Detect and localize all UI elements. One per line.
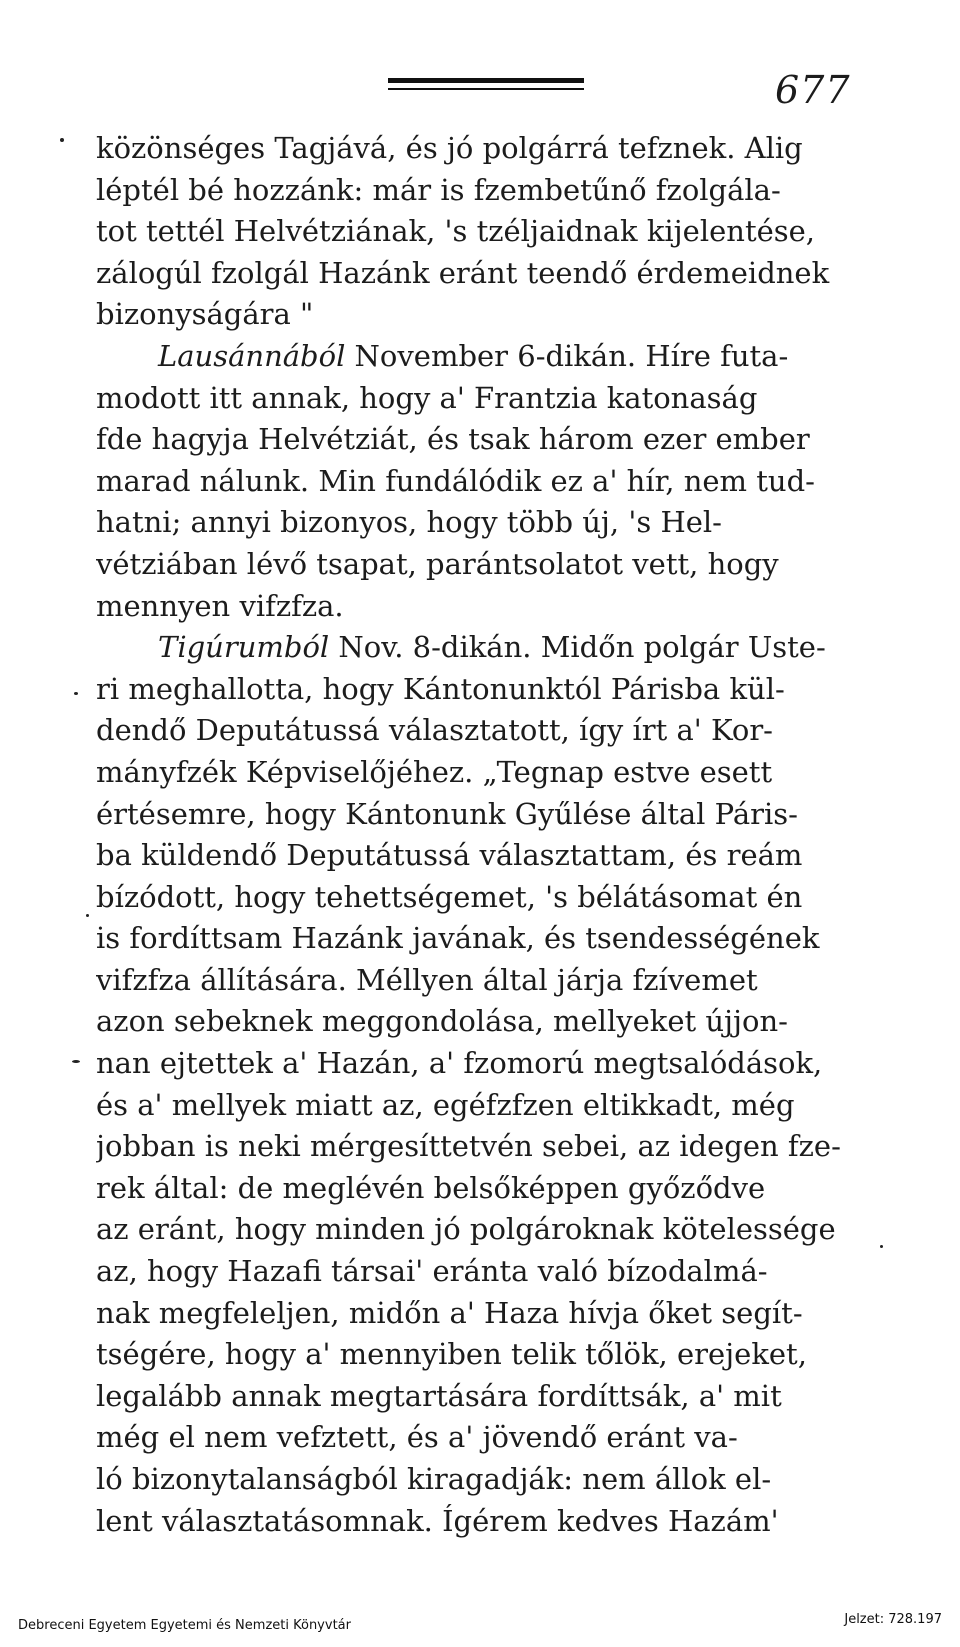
text-line [96, 1168, 866, 1210]
line-text: mennyen vifzfza. [96, 588, 344, 623]
line-text: értésemre, hogy Kántonunk Gyűlése által Páris- [96, 796, 798, 831]
text-line [96, 794, 866, 836]
text-line [96, 544, 866, 586]
library-name: Debreceni Egyetem Egyetemi és Nemzeti Könyvtár [18, 1618, 351, 1633]
text-line [96, 710, 866, 752]
text-line [96, 253, 866, 295]
line-text: legalább annak megtartására fordíttsák, a' mit [96, 1378, 782, 1413]
body-text [96, 128, 866, 1542]
line-text: fde hagyja Helvétziát, és tsak három ezer ember [96, 422, 810, 457]
line-text: bízódott, hogy tehettségemet, 's bélátásomat én [96, 879, 803, 914]
dateline-place: Lausánnából [158, 338, 346, 373]
text-line [96, 378, 866, 420]
text-line [96, 211, 866, 253]
line-text: modott itt annak, hogy a' Frantzia katonaság [96, 380, 758, 415]
text-line [96, 1251, 866, 1293]
text-line [96, 1043, 866, 1085]
line-text: dendő Deputátussá választatott, így írt a' Kor- [96, 713, 773, 748]
line-text: jobban is neki mérgesíttetvén sebei, az idegen fze- [96, 1129, 841, 1164]
text-line [96, 669, 866, 711]
line-text: ba küldendő Deputátussá választattam, és reám [96, 838, 803, 873]
text-line [96, 128, 866, 170]
line-text: mányfzék Képviselőjéhez. „Tegnap estve esett [96, 754, 773, 789]
text-line [96, 502, 866, 544]
text-line [96, 1001, 866, 1043]
line-text: ló bizonytalanságból kiragadják: nem állok el- [96, 1462, 772, 1496]
line-text: nan ejtettek a' Hazán, a' fzomorú megtsalódások, [96, 1046, 823, 1081]
text-line [96, 918, 866, 960]
line-text: marad nálunk. Min fundálódik ez a' hír, nem tud- [96, 463, 815, 498]
text-line [96, 877, 866, 919]
text-line [96, 627, 866, 669]
text-line [96, 1085, 866, 1127]
text-line [96, 960, 866, 1002]
line-text: azon sebeknek meggondolása, mellyeket újjon- [96, 1004, 788, 1039]
line-text: nak megfeleljen, midőn a' Haza hívja őket segít- [96, 1295, 803, 1330]
line-text: tot tettél Helvétziának, 's tzéljaidnak kijelentése, [96, 214, 816, 249]
line-text: Nov. 8-dikán. Midőn polgár Uste- [329, 630, 826, 665]
line-text: is fordíttsam Hazánk javának, és tsendességének [96, 921, 820, 956]
line-text: hatni; annyi bizonyos, hogy több új, 's Hel- [96, 505, 722, 540]
line-text: rek által: de meglévén belsőképpen győződve [96, 1170, 766, 1205]
line-text: tségére, hogy a' mennyiben telik tőlök, erejeket, [96, 1337, 807, 1372]
text-line [96, 336, 866, 378]
text-line [96, 586, 866, 628]
dateline-place: Tigúrumból [158, 630, 330, 665]
text-line [96, 1334, 866, 1376]
line-text: ri meghallotta, hogy Kántonunktól Párisba kül- [96, 671, 785, 706]
line-text: még el nem vefztett, és a' jövendő eránt va- [96, 1420, 738, 1455]
text-line [96, 835, 866, 877]
page-number: 677 [775, 68, 851, 112]
line-text: zálogúl fzolgál Hazánk eránt teendő érdemeidnek [96, 255, 830, 290]
text-line [96, 1293, 866, 1335]
scan-speck [880, 1245, 883, 1248]
line-text: az, hogy Hazafi társai' eránta való bízodalmá- [96, 1254, 768, 1289]
text-line [96, 419, 866, 461]
line-text: vétziában lévő tsapat, parántsolatot vett, hogy [96, 546, 779, 581]
line-text: lent választatásomnak. Ígérem kedves Hazám' [96, 1503, 779, 1538]
line-text: vifzfza állítására. Méllyen által járja fzívemet [96, 962, 758, 997]
text-line [96, 1459, 866, 1501]
scan-speck [60, 138, 64, 142]
text-line [96, 170, 866, 212]
text-line [96, 1126, 866, 1168]
text-line [96, 1209, 866, 1251]
header-rule-thick [388, 78, 584, 83]
text-line [96, 294, 866, 336]
line-text: bizonyságára " [96, 297, 314, 332]
scan-speck [74, 692, 78, 695]
header-rule-thin [388, 88, 584, 90]
call-number: Jelzet: 728.197 [844, 1612, 942, 1627]
text-line [96, 752, 866, 794]
text-line [96, 461, 866, 503]
text-line [96, 1376, 866, 1418]
text-line [96, 1417, 866, 1459]
scan-speck [72, 1060, 80, 1063]
line-text: az eránt, hogy minden jó polgároknak kötelessége [96, 1212, 836, 1247]
line-text: léptél bé hozzánk: már is fzembetűnő fzolgála- [96, 172, 781, 207]
text-line [96, 1501, 866, 1543]
line-text: November 6-dikán. Híre futa- [345, 338, 789, 373]
scan-speck [86, 914, 89, 917]
line-text: közönséges Tagjává, és jó polgárrá tefznek. Alig [96, 131, 803, 165]
line-text: és a' mellyek miatt az, egéfzfzen eltikkadt, még [96, 1087, 795, 1122]
